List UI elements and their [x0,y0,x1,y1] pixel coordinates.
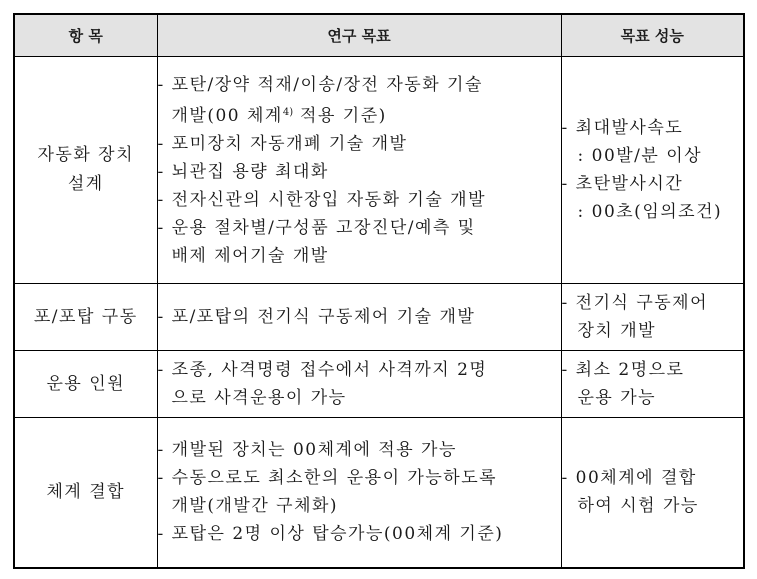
item-cell [14,351,157,418]
goal-line: - 포탄/장약 적재/이송/장전 자동화 기술 [157,74,483,95]
performance-line: - 최소 2명으로 [561,360,685,380]
goal-line: - 개발된 장치는 00체계에 적용 가능 [157,440,457,461]
performance-line: - 최대발사속도 [561,118,684,138]
performance-cell [561,57,744,284]
performance-line: - 00체계에 결합 [561,468,697,489]
performance-line: : 00발/분 이상 [577,146,703,166]
item-cell [14,284,157,351]
research-goals-table [13,13,745,569]
item-cell [14,57,157,284]
performance-cell [561,351,744,418]
research-goal-cell [157,57,561,284]
performance-cell [561,418,744,568]
table-row-system-integration [14,418,744,568]
item-label-line: 설계 [67,174,104,194]
goal-line: - 운용 절차별/구성품 고장진단/예측 및 [157,217,476,238]
goal-line: - 뇌관집 용량 최대화 [157,161,329,182]
item-label-line: 체계 결합 [46,481,126,502]
table-row-automation-design [14,57,744,284]
goal-text: 개발(00 체계 [171,105,283,126]
research-goal-cell [157,284,561,351]
item-label-line: 포/포탑 구동 [33,306,138,327]
performance-line: - 전기식 구동제어 [561,293,709,313]
goal-line [158,99,561,130]
header-row [14,14,744,57]
header-target-performance: 목표 성능 [561,14,744,57]
goal-line: - 포탑은 2명 이상 탑승가능(00체계 기준) [157,524,504,545]
header-item: 항 목 [14,14,157,57]
goal-line: - 포/포탑의 전기식 구동제어 기술 개발 [157,307,476,327]
research-goal-cell [157,351,561,418]
item-label-line: 자동화 장치 [37,145,134,165]
performance-line: 하여 시험 가능 [577,496,699,517]
item-cell [14,418,157,568]
item-label-line: 운용 인원 [46,373,126,394]
table-row-operating-crew [14,351,744,418]
performance-line: 장치 개발 [577,321,657,341]
performance-line: : 00초(임의조건) [577,202,723,222]
goal-line: - 조종, 사격명령 접수에서 사격까지 2명 [157,360,488,380]
performance-line: - 초탄발사시간 [561,174,684,194]
footnote-marker: 4) [282,106,294,118]
goal-text: 적용 기준) [293,105,387,126]
goal-line: - 수동으로도 최소한의 운용이 가능하도록 [157,468,498,489]
table-row-turret-drive [14,284,744,351]
goal-line: 배제 제어기술 개발 [171,245,329,266]
goal-line: 개발(개발간 구체화) [171,496,339,517]
goal-line: 으로 사격운용이 가능 [171,388,347,408]
performance-cell [561,284,744,351]
goal-line: - 포미장치 자동개폐 기술 개발 [157,133,408,154]
research-goal-cell [157,418,561,568]
header-research-goal: 연구 목표 [157,14,561,57]
goal-line: - 전자신관의 시한장입 자동화 기술 개발 [157,189,487,210]
performance-line: 운용 가능 [577,388,657,408]
